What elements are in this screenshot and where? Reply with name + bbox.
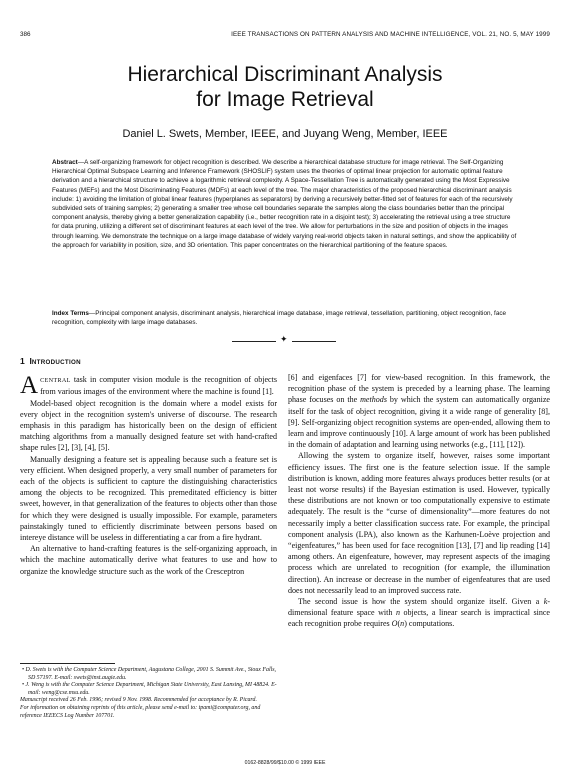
paper-title <box>0 62 570 112</box>
abstract-text: —A self-organizing framework for object recognition is described. We describe a hierarchical database structure for image retrieval. The Self-Organizing Hierarchical Optimal Subspace Learning and Inference Framework (SHOSLIF) system uses the theories of optimal linear projection for automatic optimal feature derivation and a hierarchical structure to achieve a logarithmic retrieval complexity. A Space-Tessellation Tree is automatically generated using the Most Expressive Features (MEFs) and the Most Discriminating Features (MDFs) at each level of the tree. The major characteristics of the proposed hierarchical discriminant analysis include: 1) avoiding the limitation of global linear features (hyperplanes as separators) by deriving a recursively better-fitted set of features for each of the recursively subdivided sets of training samples; 2) generating a smaller tree whose cell boundaries separate the samples along the class boundaries better than the principal component analysis, thereby giving a better generalization capability (i.e., better recognition rate in a disjoint test); 3) accelerating the retrieval using a tree structure for data pruning, utilizing a different set of discriminant features at each level of the tree. We allow for perturbations in the size and position of objects in the images through learning. We demonstrate the technique on a large image database of widely varying real-world objects taken in natural settings, and show the applicability of the approach for variability in position, size, and 3D orientation. This paper concentrates on the hierarchical partitioning of the feature spaces. <box>52 159 517 249</box>
footnotes <box>20 667 277 720</box>
footnote: • D. Swets is with the Computer Science Department, Augustana College, 2001 S. Summit Ave., Sioux Falls, SD 57197. E-mail: swets@inst.augie.edu. <box>22 667 276 681</box>
title-line-2: for Image Retrieval <box>196 88 374 111</box>
paragraph: ACENTRAL task in computer vision module is the recognition of objects from various images of the environment where the machine is found [1]. <box>20 372 277 400</box>
divider-right <box>292 341 336 342</box>
drop-cap: A <box>20 372 39 400</box>
right-column <box>288 372 550 630</box>
running-header <box>20 31 550 41</box>
divider-left <box>232 341 276 342</box>
index-terms-text: —Principal component analysis, discriminant analysis, hierarchical image database, image retrieval, tessellation, partitioning, object recognition, face recognition, complexity with large image databases. <box>52 310 507 327</box>
footnote-rule <box>20 663 115 664</box>
paragraph: The second issue is how the system should organize itself. Given a k-dimensional feature space with n objects, a linear search is impractical since each recognition probe requires O(n) computations. <box>288 597 551 629</box>
footnote: Manuscript received 26 Feb. 1996; revised 9 Nov. 1998. Recommended for acceptance by R. Picard. <box>20 697 257 704</box>
paragraph: [6] and eigenfaces [7] for view-based recognition. In this framework, the recognition phase of the system is preceded by a learning phase. The learning phase focuses on the methods by which the system can automatically organize itself for the task of object recognition, giving it a wide range of generality [8], [9]. Self-organizing object recognition systems are open-ended, allowing them to learn and improve continuously [10]. A large amount of work has been published in the domain of adaptation and learning using networks (e.g., [11], [12]). <box>288 373 550 450</box>
page-number: 386 <box>20 31 31 38</box>
paragraph: Model-based object recognition is the domain where a model exists for every object in the recognition system's universe of discourse. The research emphasis in this paradigm has historically been on the design of efficient matching algorithms from a manually designed feature set with hand-crafted shape rules [2], [3], [4], [5]. <box>20 398 277 453</box>
section-heading: 1 INTRODUCTION <box>20 356 81 366</box>
copyright-footer: 0162-8828/99/$10.00 © 1999 IEEE <box>244 760 326 766</box>
journal-header: IEEE TRANSACTIONS ON PATTERN ANALYSIS AND MACHINE INTELLIGENCE, VOL. 21, NO. 5, MAY 1999 <box>231 31 550 38</box>
index-terms-label: Index Terms <box>52 310 89 317</box>
footnote: • J. Weng is with the Computer Science Department, Michigan State University, East Lansing, MI 48824. E-mail: weng@cse.msu.edu. <box>22 682 277 696</box>
left-column <box>20 356 277 577</box>
paragraph: Manually designing a feature set is appealing because such a feature set is very efficient. When designed properly, a very small number of parameters for each of the objects is sufficient to capture the distinguishing characteristics among the objects to be recognized. This premeditated efficiency is bitter sweet, however, in that generalization of the features to objects other than those for which they were designed is usually impossible. For example, parameters painstakingly tuned to efficiently discriminate between persons based on intereye distance will be useless in differentiating a car from a fire hydrant. <box>20 454 277 543</box>
abstract <box>52 158 518 250</box>
index-terms <box>52 309 518 327</box>
paragraph: Allowing the system to organize itself, however, raises some important efficiency issues. The first one is the feature selection issue. If the sample distribution is known, adding more features always produces better results (or at least not worse results) if the Bayesian estimation is used. However, typically these distributions are not known or too computationally expensive to estimate adequately. The result is the “curse of dimensionality”—more features do not necessarily imply a better classification success rate. For example, the principal component analysis (LPA), also known as the Karhunen-Loève projection and “eigenfeatures,” has been used for face recognition [13], [7] and lip reading [14] among others. An eigenfeature, however, may represent aspects of the imaging process which are unrelated to recognition (for example, the illumination direction). An increase or decrease in the number of eigenfeatures that are used does not necessarily lead to an improved success rate. <box>288 451 550 595</box>
abstract-label: Abstract <box>52 159 78 166</box>
paragraph: An alternative to hand-crafting features is the self-organizing approach, in which the machine automatically derive what features to use and how to organize the knowledge structure such as the work of the Cresceptron <box>20 544 277 576</box>
divider-diamond: ✦ <box>280 335 288 345</box>
authors: Daniel L. Swets, Member, IEEE, and Juyang Weng, Member, IEEE <box>122 128 448 140</box>
footnote: For information on obtaining reprints of this article, please send e-mail to: tpami@computer.org, and reference IEEECS Log Number 107701. <box>20 704 261 719</box>
title-line-1: Hierarchical Discriminant Analysis <box>127 63 443 86</box>
